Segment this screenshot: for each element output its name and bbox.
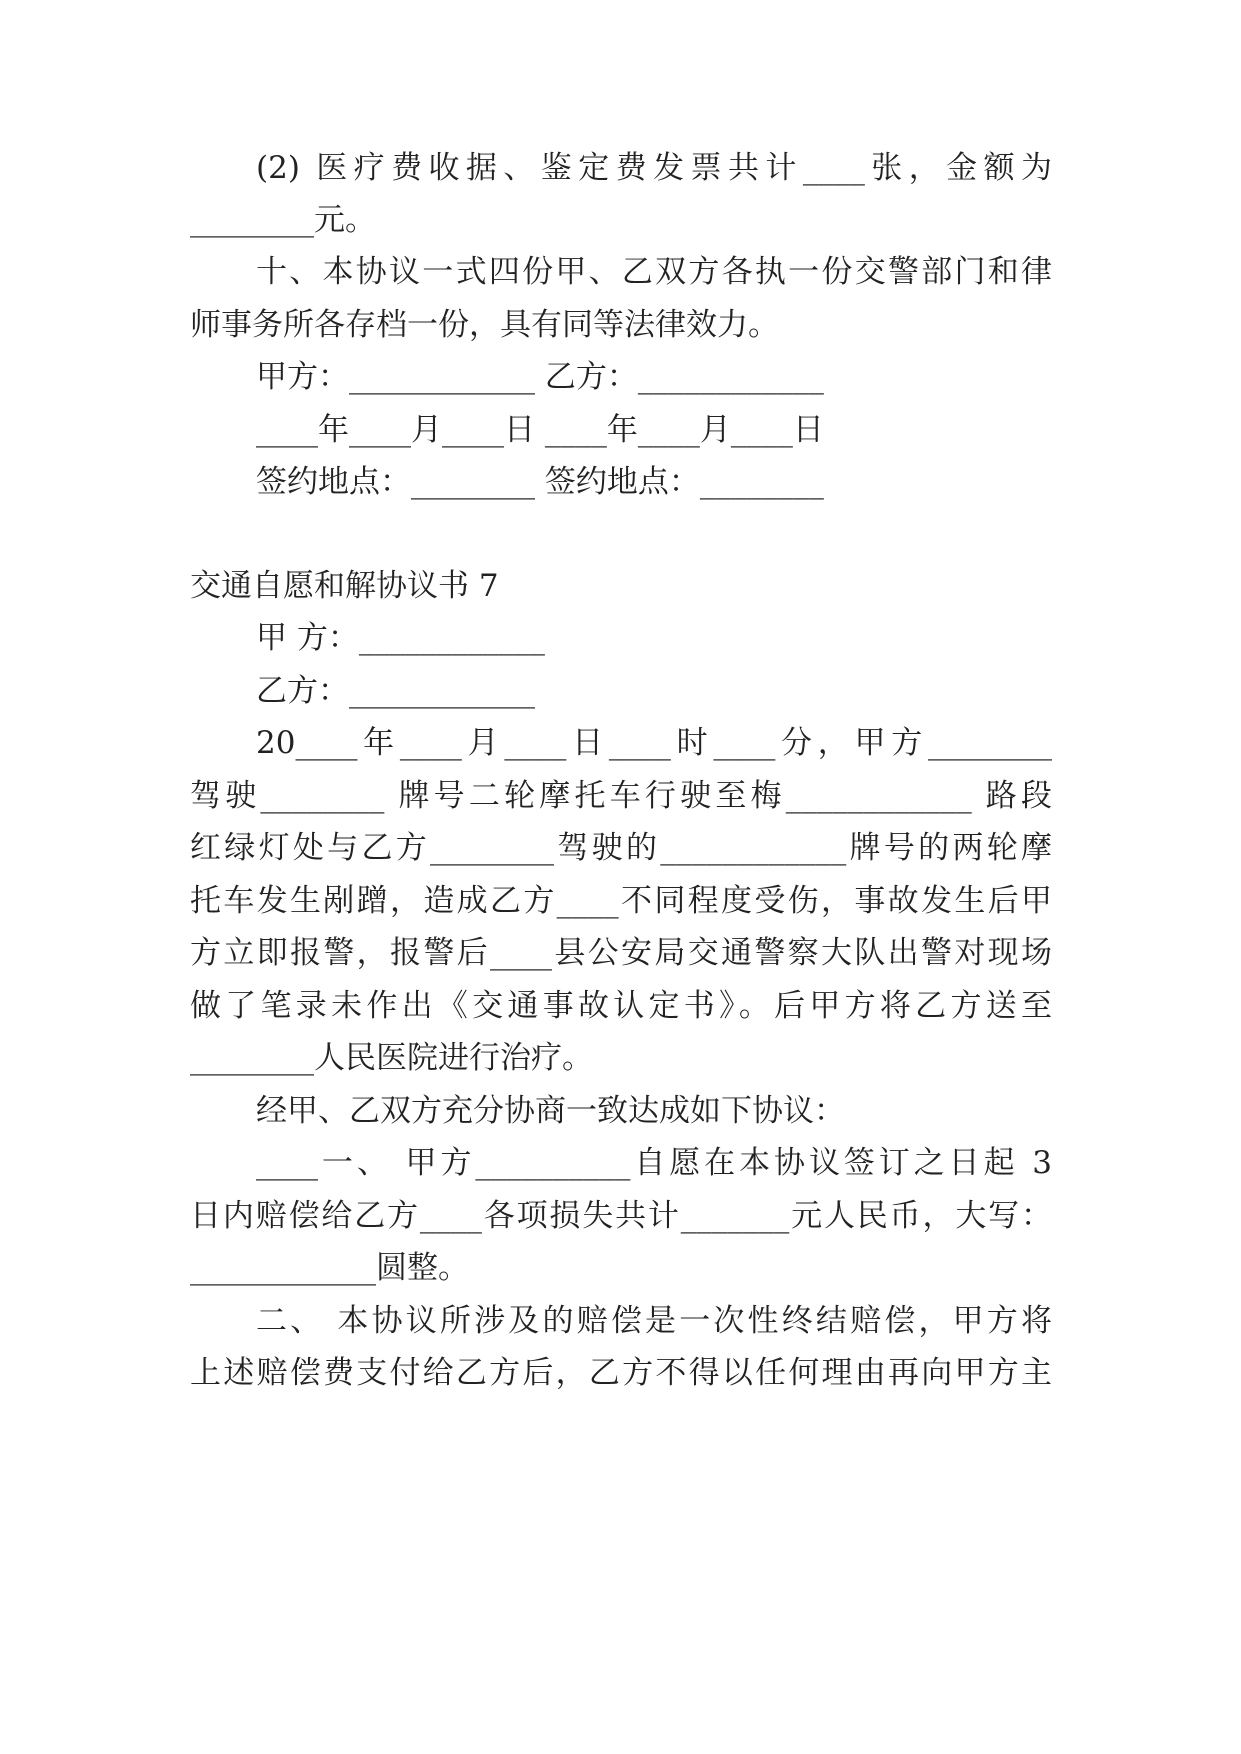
text-line: 乙方：____________ — [256, 673, 535, 709]
text-line: ____年____月____日 ____年____月____日 — [256, 412, 824, 448]
text-line: 红绿灯处与乙方________驾驶的____________牌号的两轮摩 — [190, 830, 1052, 866]
text-line: 方立即报警，报警后____县公安局交通警察大队出警对现场 — [190, 935, 1052, 971]
text-line: 做了笔录未作出《交通事故认定书》。后甲方将乙方送至 — [190, 988, 1052, 1024]
text-line: ________人民医院进行治疗。 — [190, 1040, 593, 1076]
text-line: 日内赔偿给乙方____各项损失共计_______元人民币，大写： — [190, 1198, 1052, 1234]
section-heading: 交通自愿和解协议书 7 — [190, 568, 499, 604]
text-line: 经甲、乙双方充分协商一致达成如下协议： — [256, 1093, 845, 1129]
text-line: 十、本协议一式四份甲、乙双方各执一份交警部门和律 — [256, 254, 1052, 290]
text-line: 甲方：____________ 乙方：____________ — [256, 359, 824, 395]
text-line: 甲 方：____________ — [256, 620, 545, 656]
text-line: 驾驶________ 牌号二轮摩托车行驶至梅____________ 路段 — [190, 778, 1052, 814]
text-line: 签约地点：________ 签约地点：________ — [256, 464, 824, 500]
text-line: ____________圆整。 — [190, 1250, 469, 1286]
text-line: 二、 本协议所涉及的赔偿是一次性终结赔偿，甲方将 — [256, 1303, 1052, 1339]
text-line: 托车发生剐蹭，造成乙方____不同程度受伤，事故发生后甲 — [190, 883, 1052, 919]
text-line: 20____年____月____日____时____分，甲方________ — [256, 725, 1052, 761]
text-line: 上述赔偿费支付给乙方后，乙方不得以任何理由再向甲方主 — [190, 1355, 1052, 1391]
text-line: 师事务所各存档一份，具有同等法律效力。 — [190, 307, 779, 343]
text-line: ____一、 甲方__________自愿在本协议签订之日起 3 — [256, 1145, 1052, 1181]
text-line: (2) 医疗费收据、鉴定费发票共计____张，金额为 — [256, 150, 1052, 186]
text-line: ________元。 — [190, 202, 376, 238]
